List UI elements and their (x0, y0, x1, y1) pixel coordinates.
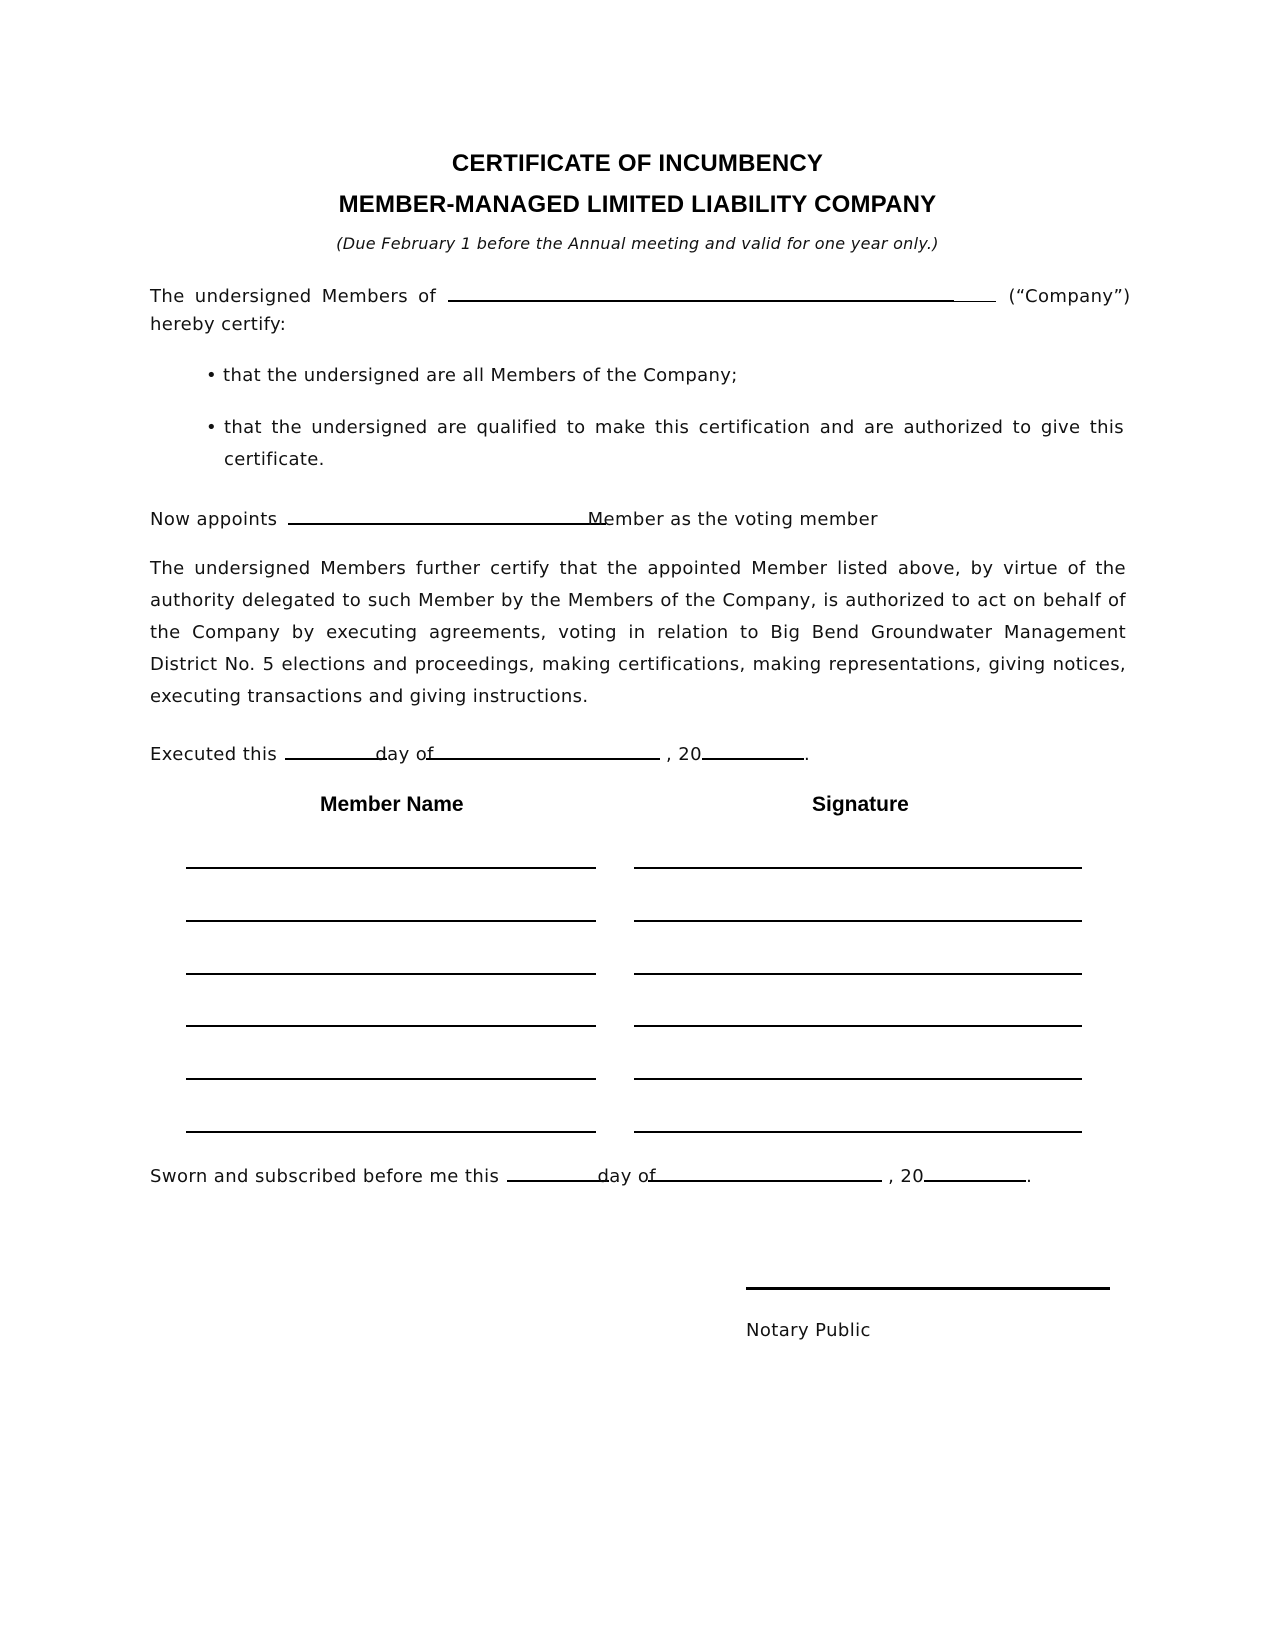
sworn-prefix: Sworn and subscribed before me this (150, 1166, 500, 1187)
document-title: CERTIFICATE OF INCUMBENCY (451, 150, 824, 177)
member-name-line[interactable] (186, 1025, 596, 1027)
signature-line[interactable] (634, 867, 1082, 869)
bullet-text: that the undersigned are qualified to make this certification and are authorized to give this certificate. (224, 417, 1124, 470)
member-name-line[interactable] (186, 973, 596, 975)
executed-prefix: Executed this (150, 744, 278, 765)
intro-continuation: hereby certify: (150, 314, 287, 335)
member-name-line[interactable] (186, 920, 596, 922)
member-name-line[interactable] (186, 1131, 596, 1133)
bullet-list-item (206, 360, 738, 392)
sworn-day-of: day of (597, 1166, 657, 1187)
executed-line (150, 740, 810, 765)
company-name-field-tail (954, 283, 996, 302)
signature-header: Signature (812, 793, 909, 816)
intro-line (150, 282, 1131, 307)
sworn-day-field[interactable] (507, 1162, 609, 1182)
sworn-month-field[interactable] (648, 1162, 882, 1182)
sworn-year-prefix: , 20 (888, 1166, 925, 1187)
bullet-marker: • (206, 365, 217, 386)
executed-month-field[interactable] (426, 740, 660, 760)
executed-year-field[interactable] (702, 740, 804, 760)
sworn-year-field[interactable] (924, 1162, 1026, 1182)
certification-paragraph: The undersigned Members further certify that the appointed Member listed above, by virtue of the authority delegated to such Member by the Members of the Company, is authorized to act on behalf of the Company by executing agreements, voting in relation to Big Bend Groundwater Management District No. 5 elections and proceedings, making certifications, making representations, giving notices, executing transactions and giving instructions. (150, 558, 1126, 707)
company-name-field[interactable] (448, 282, 954, 302)
appoint-suffix: Member as the voting member (587, 509, 878, 530)
appoint-line (150, 505, 878, 530)
signature-line[interactable] (634, 920, 1082, 922)
executed-day-of: day of (375, 744, 434, 765)
signature-line[interactable] (634, 973, 1082, 975)
bullet-marker: • (206, 417, 217, 438)
notary-signature-line[interactable] (746, 1287, 1110, 1290)
member-name-line[interactable] (186, 1078, 596, 1080)
executed-end: . (803, 744, 811, 765)
sworn-end: . (1026, 1166, 1033, 1187)
document-subtitle-heading: MEMBER-MANAGED LIMITED LIABILITY COMPANY (338, 191, 937, 218)
executed-day-field[interactable] (285, 740, 387, 760)
signature-line[interactable] (634, 1131, 1082, 1133)
appointed-member-field[interactable] (288, 505, 606, 525)
notary-label: Notary Public (746, 1320, 871, 1341)
due-date-note: (Due February 1 before the Annual meeting and valid for one year only.) (336, 234, 939, 253)
signature-line[interactable] (634, 1078, 1082, 1080)
sworn-line (150, 1162, 1032, 1187)
appoint-prefix: Now appoints (150, 509, 278, 530)
member-name-line[interactable] (186, 867, 596, 869)
executed-year-prefix: , 20 (666, 744, 702, 765)
bullet-text: that the undersigned are all Members of the Company; (223, 365, 738, 386)
intro-suffix: (“Company”) (1008, 286, 1131, 307)
signature-line[interactable] (634, 1025, 1082, 1027)
member-name-header: Member Name (320, 793, 464, 816)
intro-prefix: The undersigned Members of (150, 286, 437, 307)
